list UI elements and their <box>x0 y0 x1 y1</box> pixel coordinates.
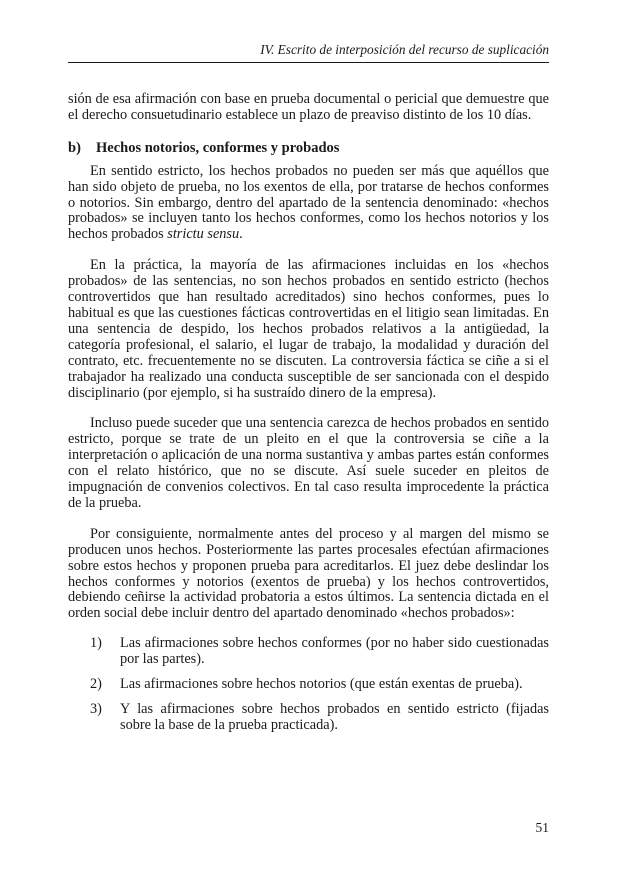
running-header: IV. Escrito de interposición del recurso de suplicación <box>68 42 549 63</box>
section-heading <box>68 141 549 157</box>
paragraph-4: Por consiguiente, normalmente antes del proceso y al margen del mismo se producen unos hechos. Posteriormente las partes procesales efectúan afirmaciones sobre estos hechos y proponen prueba para acreditarlos. El juez debe deslindar los hechos conformes y notorios (exentos de prueba) y los hechos controvertidos, debiendo ceñirse la actividad probatoria a estos últimos. La sentencia dictada en el orden social debe incluir dentro del apartado denominado «hechos probados»: <box>68 525 549 622</box>
list-item <box>68 677 549 693</box>
paragraph-1-end: . <box>239 226 243 243</box>
list-item-number: 2) <box>90 676 102 693</box>
section-marker: b) <box>68 139 81 156</box>
numbered-list <box>68 636 549 734</box>
list-item-text: Y las afirmaciones sobre hechos probados en sentido estricto (fijadas sobre la base de la prueba practicada). <box>120 701 549 733</box>
page-body <box>68 92 549 743</box>
list-item-text: Las afirmaciones sobre hechos conformes (por no haber sido cuestionadas por las partes). <box>120 635 549 668</box>
paragraph-1-emphasis: strictu sensu <box>167 226 240 243</box>
paragraph-3: Incluso puede suceder que una sentencia carezca de hechos probados en sentido estricto, porque se trate de un pleito en el que la controversia se ciñe a la interpretación o aplicación de una norma sustantiva y ambas partes están conformes con el relato histórico, que no se discute. Así suele suceder en pleitos de impugnación de convenios colectivos. En tal caso resulta improcedente la práctica de la prueba. <box>68 415 549 511</box>
list-item-number: 3) <box>90 701 102 717</box>
paragraph-2: En la práctica, la mayoría de las afirmaciones incluidas en los «hechos probados» de las sentencias, no son hechos probados en sentido estricto (hechos controvertidos que han resultado acreditados) sino hechos conformes, pues lo habitual es que las cuestiones fácticas controvertidas en el litigio sean limitadas. En una sentencia de despido, los hechos probados relativos a la antigüedad, la categoría profesional, el salario, el lugar de trabajo, la modalidad y duración del contrato, etc. frecuentemente no se discuten. La controversia fáctica se ciñe a si el trabajador ha realizado una conducta susceptible de ser sancionada con el despido disciplinario (por ejemplo, si ha sustraído dinero de la empresa). <box>68 257 549 401</box>
section-title: Hechos notorios, conformes y probados <box>96 139 340 156</box>
intro-paragraph: sión de esa afirmación con base en prueba documental o pericial que demuestre que el derecho consuetudinario establece un plazo de preaviso distinto de los 10 días. <box>68 91 549 123</box>
list-item-text: Las afirmaciones sobre hechos notorios (que están exentas de prueba). <box>120 676 523 693</box>
list-item <box>68 636 549 668</box>
paragraph-1-text: En sentido estricto, los hechos probados no pueden ser más que aquéllos que han sido objeto de prueba, no los exentos de ella, por tratarse de hechos conformes o notorios. Sin embargo, dentro del apartado de la sentencia denominado: «hechos probados» se incluyen tanto los hechos conformes, como los hechos notorios y los hechos probados <box>68 162 549 243</box>
page-number: 51 <box>535 820 549 835</box>
paragraph-1 <box>68 164 549 244</box>
list-item-number: 1) <box>90 635 102 652</box>
list-item <box>68 702 549 734</box>
